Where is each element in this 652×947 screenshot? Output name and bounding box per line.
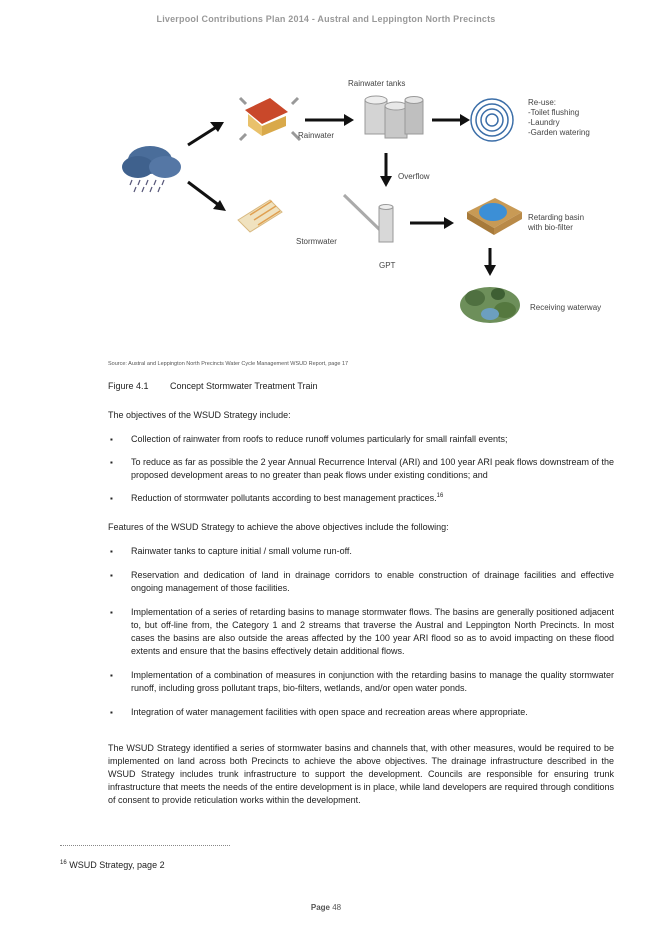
- arrow-to-street-icon: [188, 182, 226, 211]
- label-overflow: Overflow: [398, 172, 430, 181]
- street-runoff-icon: [238, 200, 282, 232]
- label-retarding-2: with bio-filter: [528, 223, 573, 232]
- list-item: ▪ To reduce as far as possible the 2 year Annual Recurrence Interval (ARI) and 100 year ARI peak flows downstream of the proposed development areas to no greater than peak flows under existing conditions; and: [108, 456, 614, 482]
- gpt-icon: [344, 195, 393, 242]
- retarding-basin-icon: [467, 198, 522, 235]
- label-rainwater: Rainwater: [298, 131, 335, 140]
- arrow-to-reuse-icon: [432, 114, 470, 126]
- arrow-to-tanks-icon: [305, 114, 354, 126]
- label-receiving-waterway: Receiving waterway: [530, 303, 602, 312]
- figure-title: Concept Stormwater Treatment Train: [170, 381, 318, 391]
- list-item: ▪ Rainwater tanks to capture initial / small volume run-off.: [108, 545, 614, 558]
- list-item: ▪ Reservation and dedication of land in drainage corridors to enable construction of drainage facilities and effective ongoing management of those facilities.: [108, 569, 614, 595]
- rain-cloud-icon: [122, 146, 181, 192]
- running-header: Liverpool Contributions Plan 2014 - Austral and Leppington North Precincts: [156, 14, 496, 24]
- figure-source: Source: Austral and Leppington North Precincts Water Cycle Management WSUD Report, page 17: [108, 361, 349, 367]
- label-gpt: GPT: [379, 261, 396, 270]
- objectives-intro: The objectives of the WSUD Strategy include:: [108, 410, 291, 420]
- page-number: [0, 903, 652, 912]
- label-reuse-3: -Garden watering: [528, 128, 590, 137]
- rainwater-tanks-icon: [365, 96, 423, 138]
- label-reuse-title: Re-use:: [528, 98, 557, 107]
- page-label: Page: [310, 903, 330, 912]
- arrow-to-basin-icon: [410, 217, 454, 229]
- list-item-text: Reduction of stormwater pollutants according to best management practices.: [131, 493, 437, 503]
- footnote-divider: [60, 845, 230, 846]
- footnote: [60, 860, 165, 870]
- page-number-value: 48: [332, 903, 342, 912]
- list-item: ▪ Implementation of a combination of measures in conjunction with the retarding basins to manage the quality stormwater runoff, including gross pollutant traps, bio-filters, wetlands, and/or open water ponds.: [108, 669, 614, 695]
- figure-caption: [108, 381, 318, 391]
- stormwater-treatment-diagram: [110, 70, 630, 352]
- water-reuse-icon: [471, 99, 513, 141]
- label-reuse-1: -Toilet flushing: [528, 108, 580, 117]
- list-item: [108, 492, 614, 505]
- list-item: ▪ Implementation of a series of retarding basins to manage stormwater flows. The basins are generally positioned adjacent to, but off-line from, the Category 1 and 2 streams that traverse the Austral and Leppington North Precincts. In most cases the basins are also outside the areas affected by the 100 year ARI flood so as to avoid impacting on these flood extents and ensure that the basins effectively detain additional flows.: [108, 606, 614, 658]
- features-intro: Features of the WSUD Strategy to achieve the above objectives include the following:: [108, 522, 449, 532]
- footnote-text: WSUD Strategy, page 2: [69, 860, 165, 870]
- label-rainwater-tanks: Rainwater tanks: [348, 79, 406, 88]
- list-item: ▪ Collection of rainwater from roofs to reduce runoff volumes particularly for small rainfall events;: [108, 433, 614, 446]
- label-reuse: [528, 98, 590, 138]
- house-icon: [240, 98, 300, 140]
- closing-paragraph: The WSUD Strategy identified a series of stormwater basins and channels that, with other measures, would be required to be implemented on land across both Precincts to achieve the above objectives. The drainage infrastructure described in the WSUD Strategy includes trunk infrastructure to support the development. Councils are responsible for ensuring trunk infrastructure that meets the needs of the entire development is in place, while land developers are required through conditions of consent to provide reticulation works within the development.: [108, 743, 614, 805]
- objectives-list: [108, 433, 614, 505]
- footnote-ref: 16: [436, 493, 444, 499]
- label-retarding-1: Retarding basin: [528, 213, 585, 222]
- receiving-waterway-icon: [460, 287, 520, 323]
- label-reuse-2: -Laundry: [528, 118, 560, 127]
- arrow-to-house-icon: [188, 122, 224, 145]
- label-retarding: [528, 213, 584, 233]
- figure-number: Figure 4.1: [108, 381, 149, 391]
- overflow-arrow-icon: [380, 153, 392, 187]
- footnote-number: 16: [60, 860, 67, 866]
- list-item: ▪ Integration of water management facilities with open space and recreation areas where appropriate.: [108, 706, 614, 719]
- arrow-to-waterway-icon: [484, 248, 496, 276]
- label-stormwater: Stormwater: [296, 237, 337, 246]
- features-list: [108, 545, 614, 719]
